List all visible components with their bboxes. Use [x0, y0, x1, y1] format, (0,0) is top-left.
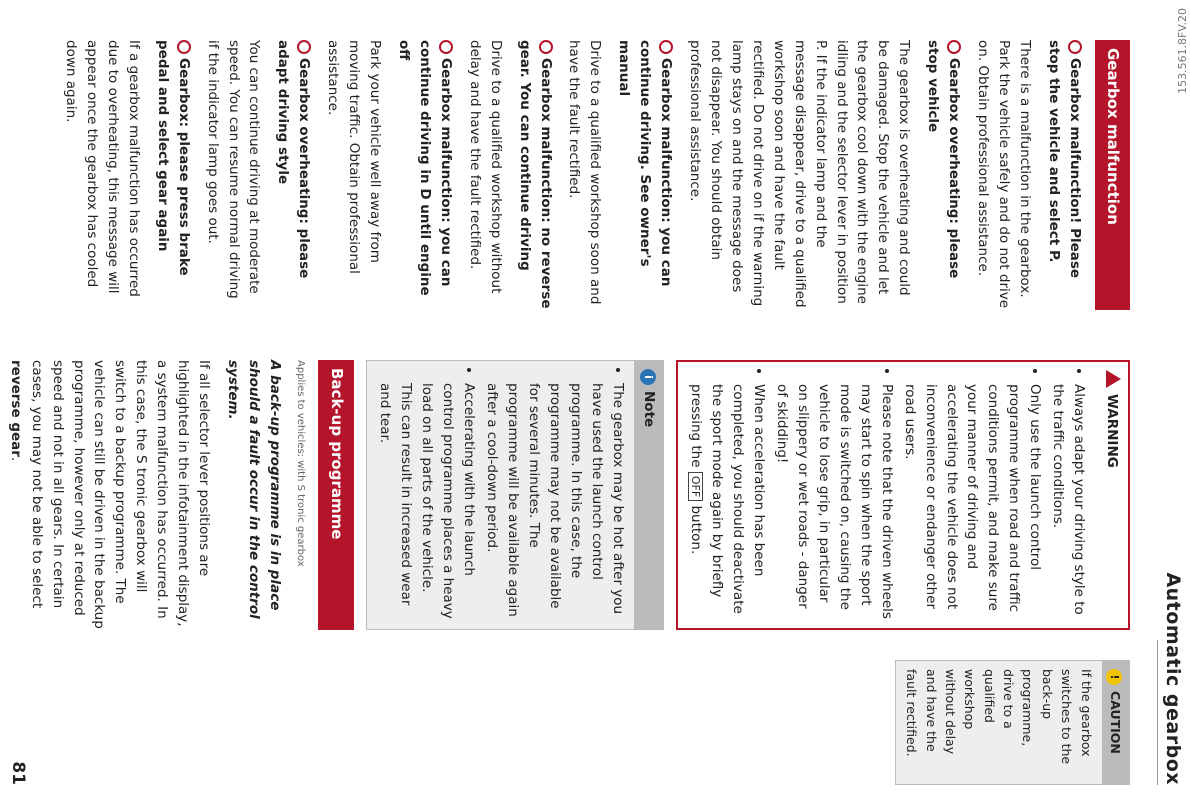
sport-off-key: OFF [688, 472, 703, 501]
msg7-text: If a gearbox malfunction has occurred due to overheating, this message will appear once the gearbox has cooled down again. [63, 40, 142, 297]
warning-box [676, 360, 1130, 630]
backup-body: If all selector lever positions are highlighted in the infotainment display, a system malfunction has occurred. In this case, the S tronic gearbox will switch to a backup programme. The vehicle can still be driven in the backup programme, however only at reduced speed and not in all gears. In certain cases, you may not be able to select reverse gear. [7, 360, 213, 629]
gearbox-red-icon [1068, 40, 1082, 54]
gearbox-red-icon [947, 40, 961, 54]
caution-header: !CAUTION [1102, 661, 1129, 784]
msg2-title: Gearbox overheating: please stop vehicle [925, 40, 963, 279]
header-rule [1157, 640, 1158, 785]
note-item: • Accelerating with the launch control programme places a heavy load on all parts of the vehicle. This can result in increased wear and tear. [375, 383, 480, 621]
gearbox-red-icon [297, 40, 311, 54]
msg3-text: Drive to a qualified workshop soon and have the fault rectified. [566, 40, 604, 305]
msg5-text: Park your vehicle well away from moving traffic. Obtain professional assistance. [325, 40, 384, 274]
msg6-title: Gearbox overheating: please adapt driving style [275, 40, 313, 279]
note-item: • The gearbox may be hot after you have used the launch control programme. In this case, the programme may not be available for several minutes. The programme will be available again after a cool-down period. [481, 383, 627, 621]
gearbox-red-icon [659, 40, 673, 54]
warning-header: WARNING [1095, 362, 1128, 628]
backup-title: Back-up programme [318, 360, 353, 630]
msg2-text: The gearbox is overheating and could be damaged. Stop the vehicle and let the gearbox cool down with the engine idling and the selector lever in position P. If the indicator lamp and the message disappear, drive to a qualified workshop soon and have the fault rectified. Do not drive on if the warning lamp stays on and the message does not disappear. You should obtain professional assistance. [687, 40, 913, 308]
backup-applies: Applies to vehicles: with S tronic gearbox [295, 360, 307, 567]
msg6-text: You can continue driving at moderate speed. You can resume normal driving if the indicator lamp goes out. [204, 40, 263, 299]
msg1-title: Gearbox malfunction! Please stop the vehicle and select P. [1045, 40, 1083, 279]
warning-item: • Always adapt your driving style to the traffic conditions. [1047, 384, 1089, 620]
section-title: Gearbox malfunction [1095, 40, 1130, 310]
gearbox-red-icon [177, 40, 191, 54]
caution-text: If the gearbox switches to the back-up programme, drive to a qualified workshop without delay and have the fault rectified. [904, 669, 1094, 765]
msg7-title: Gearbox: please press brake pedal and select gear again [154, 40, 192, 276]
msg4-text: Drive to a qualified workshop without delay and have the fault rectified. [466, 40, 504, 294]
gearbox-red-icon [439, 40, 453, 54]
caution-box [895, 660, 1130, 785]
msg1-text: There is a malfunction in the gearbox. Park the vehicle safely and do not drive on. Obtain professional assistance. [975, 40, 1033, 309]
running-header: Automatic gearbox [1162, 572, 1184, 785]
backup-lead: A back-up programme is in place should a fault occur in the control system. [224, 360, 283, 619]
warning-item: • Please note that the driven wheels may start to spin when the sport mode is switched on, causing the vehicle to lose grip, in particular on slippery or wet roads - danger of skidding! [771, 384, 897, 620]
column-gearbox-malfunction [52, 40, 1130, 310]
msg5-title: Gearbox malfunction: you can continue driving in D until engine off [396, 40, 454, 296]
warning-item: • Only use the launch control programme when road and traffic conditions permit, and make sure your manner of driving and accelerating the vehicle does not inconvenience or endanger other road users. [899, 384, 1045, 620]
warning-list [686, 370, 1090, 620]
document-code: 153.561.8FV.20 [1176, 8, 1189, 94]
warning-triangle-icon [1106, 370, 1121, 388]
msg3-title: Gearbox malfunction: you can continue driving. See owner's manual [616, 40, 675, 287]
caution-icon: ! [1106, 669, 1122, 685]
note-header: iNote [634, 361, 663, 629]
gearbox-red-icon [539, 40, 553, 54]
warning-item: • When acceleration has been completed, you should deactivate the sport mode again by briefly pressing the OFF button. [686, 384, 770, 620]
page-number: 81 [8, 761, 28, 785]
column-caution [883, 660, 1130, 785]
note-box [366, 360, 664, 630]
msg4-title: Gearbox malfunction: no reverse gear. You can continue driving [516, 40, 554, 309]
info-icon: i [640, 369, 656, 385]
column-notices [0, 360, 1130, 630]
note-list [375, 369, 628, 621]
